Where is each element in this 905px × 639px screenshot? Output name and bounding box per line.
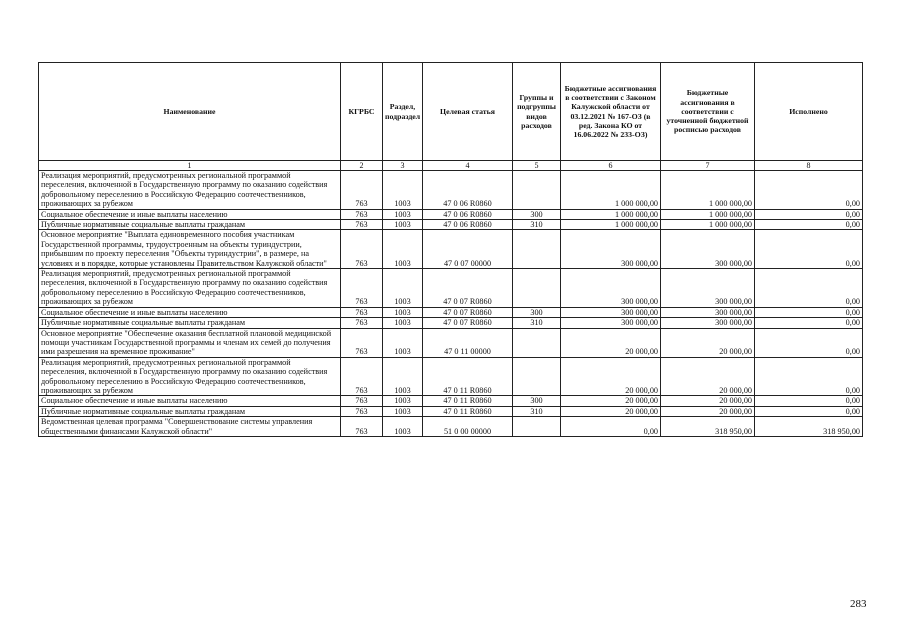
table-row [39,209,863,219]
cell-name: Публичные нормативные социальные выплаты гражданам [39,220,341,230]
cell-alloc-refined: 20 000,00 [661,328,755,357]
cell-kgrbs: 763 [341,209,383,219]
table-row [39,307,863,317]
cell-executed: 0,00 [755,396,863,406]
cell-article: 47 0 11 00000 [423,328,513,357]
cell-alloc-law: 0,00 [561,417,661,437]
cell-executed: 0,00 [755,307,863,317]
cell-alloc-law: 20 000,00 [561,357,661,396]
cell-section: 1003 [383,269,423,308]
cell-section: 1003 [383,328,423,357]
cell-name: Социальное обеспечение и иные выплаты населению [39,307,341,317]
cell-kgrbs: 763 [341,328,383,357]
column-number: 7 [661,161,755,171]
cell-kgrbs: 763 [341,318,383,328]
cell-section: 1003 [383,357,423,396]
cell-alloc-law: 300 000,00 [561,318,661,328]
cell-section: 1003 [383,417,423,437]
cell-executed: 0,00 [755,328,863,357]
cell-executed: 318 950,00 [755,417,863,437]
cell-name: Реализация мероприятий, предусмотренных региональной программой переселения, включенной в Государственную программу по оказанию содействия добровольному переселению в Российскую Федерацию соотечественников, проживающих за рубежом [39,171,341,210]
cell-alloc-law: 20 000,00 [561,406,661,416]
cell-article: 47 0 06 R0860 [423,171,513,210]
header-groups: Группы и подгруппы видов расходов [513,63,561,161]
page-number: 283 [850,598,867,610]
column-number: 2 [341,161,383,171]
cell-name: Основное мероприятие "Выплата единовременного пособия участникам Государственной программы, трудоустроенным на объекты туриндустрии, прибывшим по проекту переселения "Объекты туриндустрии", в размере, на условиях и в порядке, которые установлены Правительством Калужской области" [39,230,341,269]
column-number: 4 [423,161,513,171]
cell-executed: 0,00 [755,269,863,308]
cell-name: Реализация мероприятий, предусмотренных региональной программой переселения, включенной в Государственную программу по оказанию содействия добровольному переселению в Российскую Федерацию соотечественников, проживающих за рубежом [39,357,341,396]
cell-group [513,357,561,396]
cell-kgrbs: 763 [341,220,383,230]
cell-name: Ведомственная целевая программа "Совершенствование системы управления общественными финансами Калужской области" [39,417,341,437]
table-row [39,357,863,396]
column-number-row [39,161,863,171]
cell-section: 1003 [383,220,423,230]
header-article: Целевая статья [423,63,513,161]
header-row [39,63,863,161]
cell-name: Социальное обеспечение и иные выплаты населению [39,396,341,406]
column-number: 1 [39,161,341,171]
cell-group [513,269,561,308]
header-name: Наименование [39,63,341,161]
cell-article: 47 0 07 00000 [423,230,513,269]
cell-group: 300 [513,209,561,219]
cell-alloc-law: 1 000 000,00 [561,220,661,230]
header-section: Раздел, подраздел [383,63,423,161]
cell-kgrbs: 763 [341,230,383,269]
cell-article: 47 0 07 R0860 [423,307,513,317]
table-row [39,417,863,437]
table-row [39,220,863,230]
cell-alloc-law: 1 000 000,00 [561,171,661,210]
cell-group: 310 [513,406,561,416]
cell-alloc-refined: 300 000,00 [661,307,755,317]
header-executed: Исполнено [755,63,863,161]
cell-section: 1003 [383,230,423,269]
cell-section: 1003 [383,396,423,406]
cell-article: 47 0 07 R0860 [423,318,513,328]
cell-executed: 0,00 [755,220,863,230]
cell-kgrbs: 763 [341,269,383,308]
cell-article: 47 0 06 R0860 [423,220,513,230]
cell-alloc-refined: 1 000 000,00 [661,209,755,219]
cell-name: Реализация мероприятий, предусмотренных региональной программой переселения, включенной в Государственную программу по оказанию содействия добровольному переселению в Российскую Федерацию соотечественников, проживающих за рубежом [39,269,341,308]
table-body [39,171,863,437]
cell-kgrbs: 763 [341,396,383,406]
cell-group: 310 [513,220,561,230]
table-row [39,396,863,406]
cell-section: 1003 [383,307,423,317]
cell-alloc-refined: 300 000,00 [661,269,755,308]
cell-group [513,328,561,357]
cell-alloc-refined: 20 000,00 [661,357,755,396]
cell-alloc-law: 300 000,00 [561,307,661,317]
column-number: 5 [513,161,561,171]
cell-alloc-law: 300 000,00 [561,269,661,308]
cell-kgrbs: 763 [341,417,383,437]
cell-alloc-refined: 300 000,00 [661,230,755,269]
cell-alloc-refined: 1 000 000,00 [661,220,755,230]
cell-section: 1003 [383,318,423,328]
cell-alloc-law: 20 000,00 [561,328,661,357]
cell-group: 300 [513,396,561,406]
cell-alloc-refined: 318 950,00 [661,417,755,437]
cell-group [513,171,561,210]
cell-executed: 0,00 [755,230,863,269]
table-row [39,269,863,308]
cell-group [513,230,561,269]
column-number: 6 [561,161,661,171]
cell-article: 51 0 00 00000 [423,417,513,437]
cell-executed: 0,00 [755,171,863,210]
cell-executed: 0,00 [755,406,863,416]
cell-section: 1003 [383,209,423,219]
cell-article: 47 0 11 R0860 [423,406,513,416]
table-row [39,318,863,328]
cell-group: 300 [513,307,561,317]
cell-alloc-law: 300 000,00 [561,230,661,269]
table-row [39,171,863,210]
cell-section: 1003 [383,406,423,416]
cell-alloc-refined: 20 000,00 [661,396,755,406]
cell-executed: 0,00 [755,209,863,219]
table-row [39,230,863,269]
cell-article: 47 0 07 R0860 [423,269,513,308]
cell-alloc-refined: 20 000,00 [661,406,755,416]
table-row [39,328,863,357]
cell-article: 47 0 06 R0860 [423,209,513,219]
cell-name: Социальное обеспечение и иные выплаты населению [39,209,341,219]
cell-kgrbs: 763 [341,357,383,396]
header-alloc-law: Бюджетные ассигнования в соответствии с Законом Калужской области от 03.12.2021 № 167-ОЗ (в ред. Закона КО от 16.06.2022 № 233-ОЗ) [561,63,661,161]
header-kgrbs: КГРБС [341,63,383,161]
cell-article: 47 0 11 R0860 [423,357,513,396]
header-alloc-refined: Бюджетные ассигнования в соответствии с уточненной бюджетной росписью расходов [661,63,755,161]
cell-kgrbs: 763 [341,406,383,416]
cell-kgrbs: 763 [341,171,383,210]
cell-article: 47 0 11 R0860 [423,396,513,406]
cell-alloc-law: 1 000 000,00 [561,209,661,219]
budget-table [38,62,863,437]
cell-kgrbs: 763 [341,307,383,317]
cell-alloc-refined: 300 000,00 [661,318,755,328]
column-number: 3 [383,161,423,171]
table-row [39,406,863,416]
cell-name: Основное мероприятие "Обеспечение оказания бесплатной плановой медицинской помощи участникам Государственной программы и членам их семей до получения ими разрешения на временное проживание" [39,328,341,357]
cell-executed: 0,00 [755,318,863,328]
cell-alloc-law: 20 000,00 [561,396,661,406]
cell-group [513,417,561,437]
cell-section: 1003 [383,171,423,210]
cell-executed: 0,00 [755,357,863,396]
cell-alloc-refined: 1 000 000,00 [661,171,755,210]
cell-group: 310 [513,318,561,328]
cell-name: Публичные нормативные социальные выплаты гражданам [39,406,341,416]
cell-name: Публичные нормативные социальные выплаты гражданам [39,318,341,328]
column-number: 8 [755,161,863,171]
